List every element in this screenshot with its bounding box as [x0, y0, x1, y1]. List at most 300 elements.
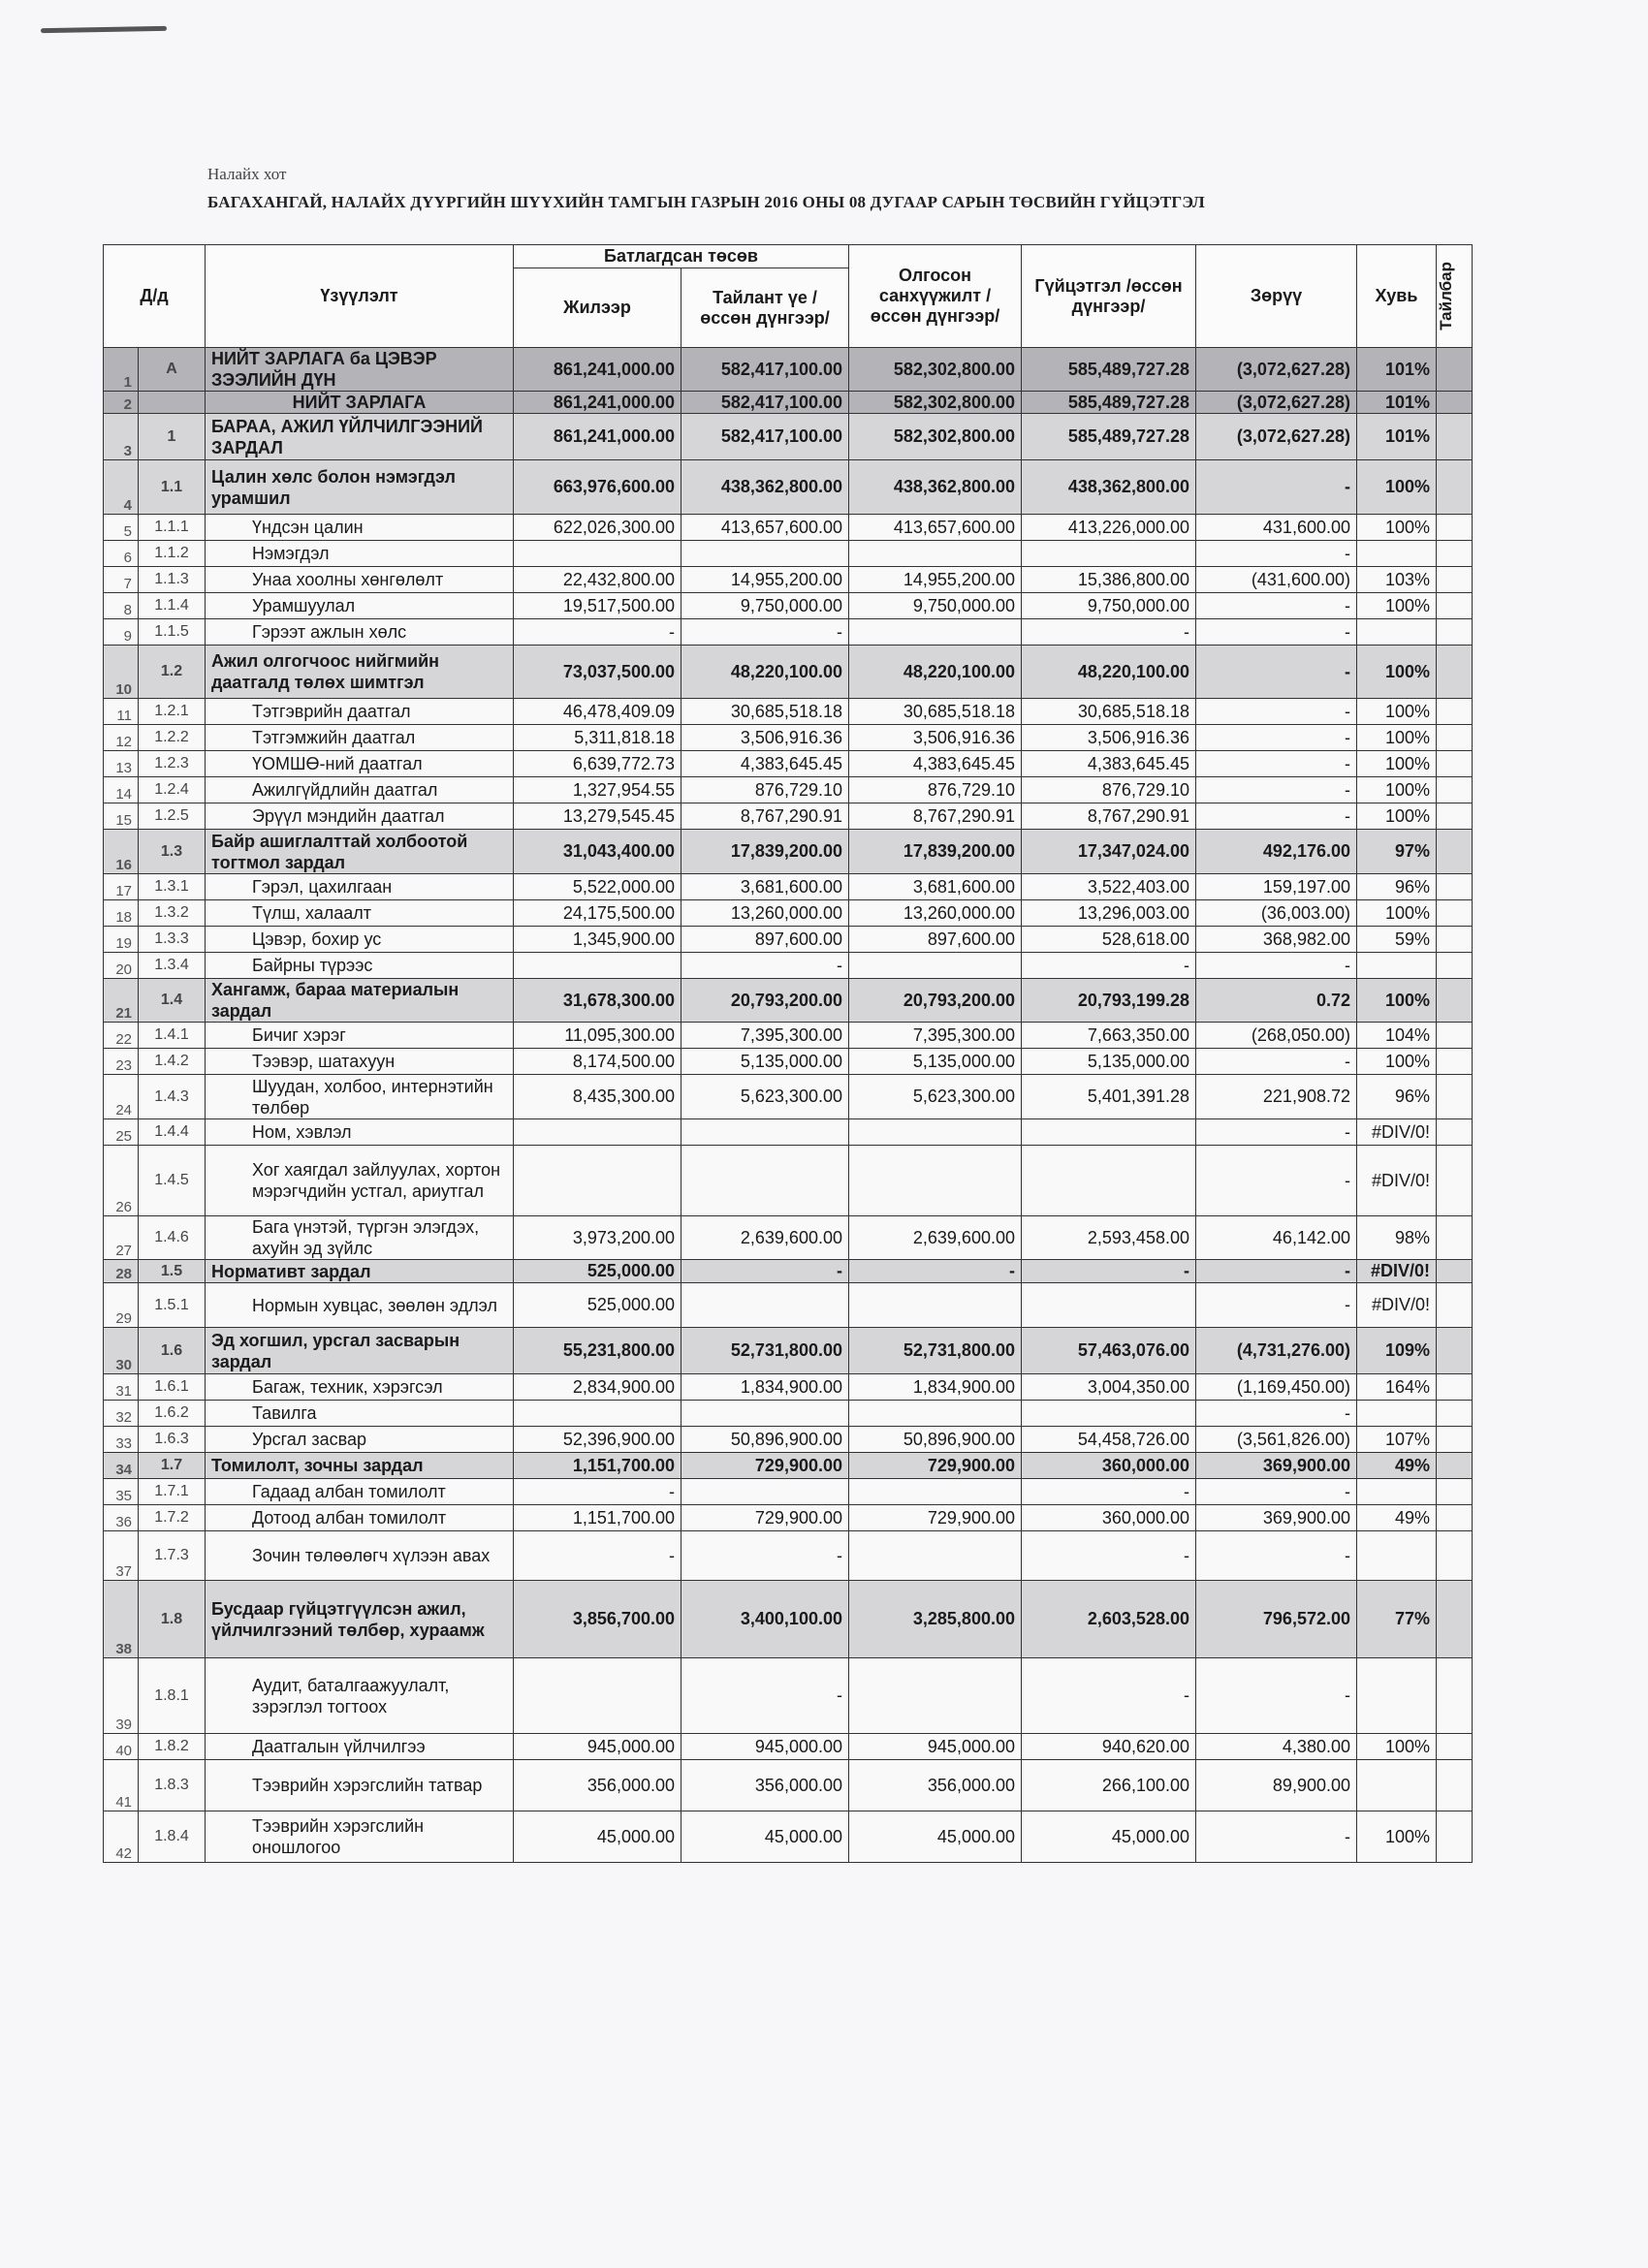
row-indicator: Томилолт, зочны зардал — [206, 1453, 514, 1479]
row-performance: 585,489,727.28 — [1022, 392, 1196, 414]
row-financed: 438,362,800.00 — [849, 460, 1022, 515]
col-indicator: Үзүүлэлт — [206, 245, 514, 348]
row-annual: 663,976,600.00 — [514, 460, 681, 515]
row-performance: 9,750,000.00 — [1022, 593, 1196, 619]
table-row — [104, 1216, 1473, 1260]
row-performance: 3,522,403.00 — [1022, 874, 1196, 900]
row-performance: 5,135,000.00 — [1022, 1049, 1196, 1075]
row-ratio: 103% — [1357, 567, 1437, 593]
row-annual — [514, 541, 681, 567]
row-diff: - — [1196, 1049, 1357, 1075]
row-note — [1437, 1658, 1473, 1734]
row-note — [1437, 460, 1473, 515]
row-report: 48,220,100.00 — [681, 646, 849, 699]
row-ratio: 96% — [1357, 874, 1437, 900]
row-financed: 7,395,300.00 — [849, 1023, 1022, 1049]
row-number: 26 — [104, 1146, 139, 1216]
row-performance: 15,386,800.00 — [1022, 567, 1196, 593]
row-note — [1437, 1427, 1473, 1453]
row-code: 1.3.1 — [139, 874, 206, 900]
row-note — [1437, 1283, 1473, 1328]
row-code: 1.3 — [139, 830, 206, 874]
row-annual: 1,345,900.00 — [514, 927, 681, 953]
row-report — [681, 1401, 849, 1427]
row-report: - — [681, 1260, 849, 1283]
table-row — [104, 1075, 1473, 1119]
row-financed: 48,220,100.00 — [849, 646, 1022, 699]
row-diff: (268,050.00) — [1196, 1023, 1357, 1049]
row-report: 50,896,900.00 — [681, 1427, 849, 1453]
row-ratio: 77% — [1357, 1581, 1437, 1658]
row-ratio — [1357, 1760, 1437, 1811]
row-annual: 861,241,000.00 — [514, 414, 681, 460]
row-performance — [1022, 1119, 1196, 1146]
row-financed: 582,302,800.00 — [849, 392, 1022, 414]
row-number: 16 — [104, 830, 139, 874]
row-performance: 48,220,100.00 — [1022, 646, 1196, 699]
row-annual: 861,241,000.00 — [514, 392, 681, 414]
row-annual: - — [514, 619, 681, 646]
row-report: 17,839,200.00 — [681, 830, 849, 874]
row-diff: - — [1196, 1146, 1357, 1216]
row-financed — [849, 1283, 1022, 1328]
row-note — [1437, 567, 1473, 593]
row-diff: 221,908.72 — [1196, 1075, 1357, 1119]
row-financed: 729,900.00 — [849, 1505, 1022, 1531]
row-number: 24 — [104, 1075, 139, 1119]
row-performance — [1022, 1401, 1196, 1427]
row-note — [1437, 1023, 1473, 1049]
row-indicator — [206, 1658, 514, 1734]
table-row — [104, 927, 1473, 953]
row-indicator — [206, 927, 514, 953]
row-diff: - — [1196, 1811, 1357, 1863]
row-code: 1.6.3 — [139, 1427, 206, 1453]
row-annual: 22,432,800.00 — [514, 567, 681, 593]
row-ratio: 100% — [1357, 979, 1437, 1023]
table-row — [104, 699, 1473, 725]
row-annual — [514, 1658, 681, 1734]
table-row — [104, 777, 1473, 803]
row-number: 28 — [104, 1260, 139, 1283]
row-report — [681, 1283, 849, 1328]
table-row — [104, 830, 1473, 874]
row-indicator — [206, 1401, 514, 1427]
table-row — [104, 803, 1473, 830]
row-ratio: 104% — [1357, 1023, 1437, 1049]
row-indicator — [206, 725, 514, 751]
row-number: 27 — [104, 1216, 139, 1260]
row-report: 945,000.00 — [681, 1734, 849, 1760]
row-performance — [1022, 1146, 1196, 1216]
row-annual: 945,000.00 — [514, 1734, 681, 1760]
row-report: 729,900.00 — [681, 1505, 849, 1531]
row-code: 1.2.4 — [139, 777, 206, 803]
row-number: 40 — [104, 1734, 139, 1760]
row-annual — [514, 1119, 681, 1146]
row-note — [1437, 830, 1473, 874]
row-annual: 45,000.00 — [514, 1811, 681, 1863]
row-indicator-text: Тээврийн хэрэгслийн татвар — [252, 1776, 483, 1795]
row-indicator-text: Гадаад албан томилолт — [252, 1482, 446, 1501]
row-indicator: Нормативт зардал — [206, 1260, 514, 1283]
table-row — [104, 1023, 1473, 1049]
row-note — [1437, 1146, 1473, 1216]
row-diff: - — [1196, 1658, 1357, 1734]
row-ratio: 97% — [1357, 830, 1437, 874]
row-code: 1.7.3 — [139, 1531, 206, 1581]
row-indicator — [206, 1146, 514, 1216]
row-annual: 2,834,900.00 — [514, 1374, 681, 1401]
col-dd: Д/д — [104, 245, 206, 348]
row-note — [1437, 515, 1473, 541]
row-report: 438,362,800.00 — [681, 460, 849, 515]
row-annual: 73,037,500.00 — [514, 646, 681, 699]
table-row — [104, 1049, 1473, 1075]
row-report: 2,639,600.00 — [681, 1216, 849, 1260]
table-row — [104, 348, 1473, 392]
row-note — [1437, 646, 1473, 699]
row-code: 1.3.2 — [139, 900, 206, 927]
row-report: 3,506,916.36 — [681, 725, 849, 751]
row-diff: - — [1196, 1119, 1357, 1146]
row-indicator — [206, 1734, 514, 1760]
row-performance: - — [1022, 1658, 1196, 1734]
row-diff: - — [1196, 1260, 1357, 1283]
row-indicator-text: Цэвэр, бохир ус — [252, 929, 382, 949]
row-number: 11 — [104, 699, 139, 725]
row-report — [681, 541, 849, 567]
col-ratio: Хувь — [1357, 245, 1437, 348]
row-ratio — [1357, 1658, 1437, 1734]
row-financed: - — [849, 1260, 1022, 1283]
row-note — [1437, 1479, 1473, 1505]
table-row — [104, 1581, 1473, 1658]
row-indicator-text: Багаж, техник, хэрэгсэл — [252, 1377, 443, 1397]
city-label: Налайх хот — [207, 165, 287, 183]
row-performance: 57,463,076.00 — [1022, 1328, 1196, 1374]
row-report: 3,400,100.00 — [681, 1581, 849, 1658]
row-code: 1.1.4 — [139, 593, 206, 619]
row-ratio: 107% — [1357, 1427, 1437, 1453]
row-note — [1437, 1075, 1473, 1119]
table-row — [104, 900, 1473, 927]
row-diff: 431,600.00 — [1196, 515, 1357, 541]
row-note — [1437, 593, 1473, 619]
col-financed: Олгосон санхүүжилт /өссөн дүнгээр/ — [849, 245, 1022, 348]
row-code — [139, 392, 206, 414]
row-note — [1437, 979, 1473, 1023]
row-ratio: 100% — [1357, 751, 1437, 777]
row-report: 729,900.00 — [681, 1453, 849, 1479]
row-financed: 52,731,800.00 — [849, 1328, 1022, 1374]
row-number: 8 — [104, 593, 139, 619]
row-report: 7,395,300.00 — [681, 1023, 849, 1049]
row-performance: 528,618.00 — [1022, 927, 1196, 953]
table-row — [104, 1374, 1473, 1401]
row-code: 1.3.3 — [139, 927, 206, 953]
row-financed: 729,900.00 — [849, 1453, 1022, 1479]
row-indicator-text: Ажилгүйдлийн даатгал — [252, 780, 438, 800]
row-number: 15 — [104, 803, 139, 830]
row-indicator: Эд хогшил, урсгал засварын зардал — [206, 1328, 514, 1374]
row-indicator — [206, 1427, 514, 1453]
row-code: 1.1.3 — [139, 567, 206, 593]
row-indicator-text: Нэмэгдэл — [252, 544, 330, 563]
row-indicator — [206, 1075, 514, 1119]
table-row — [104, 874, 1473, 900]
row-number: 29 — [104, 1283, 139, 1328]
col-note-label: Тайлбар — [1437, 262, 1455, 331]
table-row — [104, 1658, 1473, 1734]
row-performance: - — [1022, 619, 1196, 646]
row-performance: - — [1022, 1260, 1196, 1283]
row-report: 582,417,100.00 — [681, 392, 849, 414]
row-report: 582,417,100.00 — [681, 414, 849, 460]
row-financed: 5,623,300.00 — [849, 1075, 1022, 1119]
row-financed: 5,135,000.00 — [849, 1049, 1022, 1075]
row-number: 36 — [104, 1505, 139, 1531]
row-diff: 369,900.00 — [1196, 1505, 1357, 1531]
row-indicator — [206, 1479, 514, 1505]
row-number: 37 — [104, 1531, 139, 1581]
row-indicator-text: Урамшуулал — [252, 596, 356, 615]
row-annual: 1,327,954.55 — [514, 777, 681, 803]
row-performance: 876,729.10 — [1022, 777, 1196, 803]
row-ratio: 100% — [1357, 1811, 1437, 1863]
row-diff: - — [1196, 619, 1357, 646]
row-indicator — [206, 1374, 514, 1401]
row-note — [1437, 1531, 1473, 1581]
row-ratio: 98% — [1357, 1216, 1437, 1260]
row-indicator-text: Ном, хэвлэл — [252, 1122, 352, 1142]
row-report: 30,685,518.18 — [681, 699, 849, 725]
table-row — [104, 1401, 1473, 1427]
row-code: 1.7.2 — [139, 1505, 206, 1531]
row-performance: 8,767,290.91 — [1022, 803, 1196, 830]
row-indicator-text: Эрүүл мэндийн даатгал — [252, 806, 445, 826]
row-number: 7 — [104, 567, 139, 593]
row-code: 1.4.6 — [139, 1216, 206, 1260]
row-annual: 525,000.00 — [514, 1283, 681, 1328]
row-ratio: 100% — [1357, 646, 1437, 699]
row-indicator: Хангамж, бараа материалын зардал — [206, 979, 514, 1023]
row-diff: - — [1196, 725, 1357, 751]
row-performance — [1022, 541, 1196, 567]
row-annual: 3,973,200.00 — [514, 1216, 681, 1260]
row-indicator-text: Хог хаягдал зайлуулах, хортон мэрэгчдийн устгал, ариутгал — [252, 1160, 501, 1201]
row-diff: - — [1196, 593, 1357, 619]
scan-artifact — [41, 26, 167, 33]
row-performance: 2,603,528.00 — [1022, 1581, 1196, 1658]
row-indicator-text: Тээврийн хэрэгслийн оношлогоо — [252, 1816, 425, 1857]
row-number: 22 — [104, 1023, 139, 1049]
row-ratio — [1357, 1531, 1437, 1581]
row-indicator-text: Бичиг хэрэг — [252, 1025, 346, 1045]
table-row — [104, 1531, 1473, 1581]
row-diff: - — [1196, 541, 1357, 567]
row-indicator — [206, 1216, 514, 1260]
row-performance: 5,401,391.28 — [1022, 1075, 1196, 1119]
row-annual: 31,043,400.00 — [514, 830, 681, 874]
row-report: - — [681, 619, 849, 646]
row-indicator-text: Зочин төлөөлөгч хүлээн авах — [252, 1546, 491, 1565]
row-indicator-text: Гэрээт ажлын хөлс — [252, 622, 407, 642]
row-note — [1437, 348, 1473, 392]
table-row — [104, 1505, 1473, 1531]
row-ratio: 100% — [1357, 699, 1437, 725]
row-indicator — [206, 619, 514, 646]
row-note — [1437, 699, 1473, 725]
table-row — [104, 541, 1473, 567]
table-row — [104, 414, 1473, 460]
row-diff: - — [1196, 460, 1357, 515]
row-report: 45,000.00 — [681, 1811, 849, 1863]
row-ratio: 101% — [1357, 392, 1437, 414]
row-indicator-text: Тээвэр, шатахуун — [252, 1052, 396, 1071]
row-indicator: Бусдаар гүйцэтгүүлсэн ажил, үйлчилгээний төлбөр, хураамж — [206, 1581, 514, 1658]
row-annual: 622,026,300.00 — [514, 515, 681, 541]
table-row — [104, 725, 1473, 751]
table-row — [104, 1283, 1473, 1328]
row-note — [1437, 1260, 1473, 1283]
row-ratio: #DIV/0! — [1357, 1260, 1437, 1283]
table-row — [104, 392, 1473, 414]
row-report: 897,600.00 — [681, 927, 849, 953]
row-ratio: #DIV/0! — [1357, 1146, 1437, 1216]
row-report: 876,729.10 — [681, 777, 849, 803]
row-indicator-text: Байрны түрээс — [252, 956, 373, 975]
row-number: 6 — [104, 541, 139, 567]
row-number: 4 — [104, 460, 139, 515]
row-financed: 897,600.00 — [849, 927, 1022, 953]
row-financed — [849, 1531, 1022, 1581]
row-financed: 582,302,800.00 — [849, 348, 1022, 392]
row-code: 1.6.2 — [139, 1401, 206, 1427]
row-indicator-text: Тэтгэврийн даатгал — [252, 702, 411, 721]
row-annual: - — [514, 1531, 681, 1581]
row-financed: 356,000.00 — [849, 1760, 1022, 1811]
row-diff: (3,072,627.28) — [1196, 348, 1357, 392]
row-diff: - — [1196, 953, 1357, 979]
row-ratio: 100% — [1357, 515, 1437, 541]
row-financed: 20,793,200.00 — [849, 979, 1022, 1023]
row-annual: 19,517,500.00 — [514, 593, 681, 619]
row-indicator: НИЙТ ЗАРЛАГА ба ЦЭВЭР ЗЭЭЛИЙН ДҮН — [206, 348, 514, 392]
table-row — [104, 1260, 1473, 1283]
row-number: 31 — [104, 1374, 139, 1401]
row-annual: 525,000.00 — [514, 1260, 681, 1283]
row-performance: 585,489,727.28 — [1022, 348, 1196, 392]
row-report: 13,260,000.00 — [681, 900, 849, 927]
row-note — [1437, 1401, 1473, 1427]
row-code: 1.4.4 — [139, 1119, 206, 1146]
row-indicator: Цалин хөлс болон нэмэгдэл урамшил — [206, 460, 514, 515]
row-indicator-text: Даатгалын үйлчилгээ — [252, 1737, 426, 1756]
row-indicator-text: Бага үнэтэй, түргэн элэгдэх, ахуйн эд зүйлс — [252, 1217, 480, 1258]
table-row — [104, 567, 1473, 593]
row-financed: 14,955,200.00 — [849, 567, 1022, 593]
row-diff: - — [1196, 699, 1357, 725]
row-ratio — [1357, 619, 1437, 646]
row-number: 30 — [104, 1328, 139, 1374]
row-report: 52,731,800.00 — [681, 1328, 849, 1374]
row-number: 12 — [104, 725, 139, 751]
row-note — [1437, 1453, 1473, 1479]
row-report: 8,767,290.91 — [681, 803, 849, 830]
row-code: А — [139, 348, 206, 392]
row-indicator — [206, 874, 514, 900]
budget-table — [103, 244, 1473, 1863]
row-indicator: Ажил олгогчоос нийгмийн даатгалд төлөх шимтгэл — [206, 646, 514, 699]
col-annual: Жилээр — [514, 268, 681, 348]
row-performance — [1022, 1283, 1196, 1328]
row-code: 1.6.1 — [139, 1374, 206, 1401]
row-annual: 55,231,800.00 — [514, 1328, 681, 1374]
row-number: 42 — [104, 1811, 139, 1863]
row-performance: 585,489,727.28 — [1022, 414, 1196, 460]
row-number: 41 — [104, 1760, 139, 1811]
row-financed — [849, 541, 1022, 567]
row-code: 1.1.2 — [139, 541, 206, 567]
row-diff: - — [1196, 1479, 1357, 1505]
row-code: 1.4.1 — [139, 1023, 206, 1049]
row-ratio — [1357, 1479, 1437, 1505]
row-financed — [849, 1119, 1022, 1146]
row-number: 5 — [104, 515, 139, 541]
row-diff: - — [1196, 751, 1357, 777]
row-indicator-text: Аудит, баталгаажуулалт, зэрэглэл тогтоох — [252, 1675, 450, 1717]
row-number: 14 — [104, 777, 139, 803]
row-report — [681, 1119, 849, 1146]
row-annual: 861,241,000.00 — [514, 348, 681, 392]
row-note — [1437, 777, 1473, 803]
row-financed — [849, 1146, 1022, 1216]
row-report: 9,750,000.00 — [681, 593, 849, 619]
row-diff: - — [1196, 1531, 1357, 1581]
row-indicator-text: Түлш, халаалт — [252, 903, 372, 923]
row-code: 1.2.1 — [139, 699, 206, 725]
row-note — [1437, 1328, 1473, 1374]
row-code: 1.8.4 — [139, 1811, 206, 1863]
row-performance: - — [1022, 1531, 1196, 1581]
row-indicator — [206, 1049, 514, 1075]
row-indicator — [206, 953, 514, 979]
row-report: 20,793,200.00 — [681, 979, 849, 1023]
row-performance: 30,685,518.18 — [1022, 699, 1196, 725]
row-financed: 50,896,900.00 — [849, 1427, 1022, 1453]
row-number: 32 — [104, 1401, 139, 1427]
row-annual: 46,478,409.09 — [514, 699, 681, 725]
table-body — [104, 348, 1473, 1863]
table-row — [104, 1760, 1473, 1811]
row-diff: 369,900.00 — [1196, 1453, 1357, 1479]
table-row — [104, 593, 1473, 619]
table-row — [104, 1328, 1473, 1374]
row-annual: 13,279,545.45 — [514, 803, 681, 830]
row-note — [1437, 927, 1473, 953]
row-note — [1437, 874, 1473, 900]
row-performance: 13,296,003.00 — [1022, 900, 1196, 927]
row-diff: 0.72 — [1196, 979, 1357, 1023]
table-row — [104, 1479, 1473, 1505]
row-financed — [849, 619, 1022, 646]
row-code: 1.4.5 — [139, 1146, 206, 1216]
table-row — [104, 646, 1473, 699]
row-report: 5,135,000.00 — [681, 1049, 849, 1075]
row-number: 1 — [104, 348, 139, 392]
row-indicator — [206, 699, 514, 725]
